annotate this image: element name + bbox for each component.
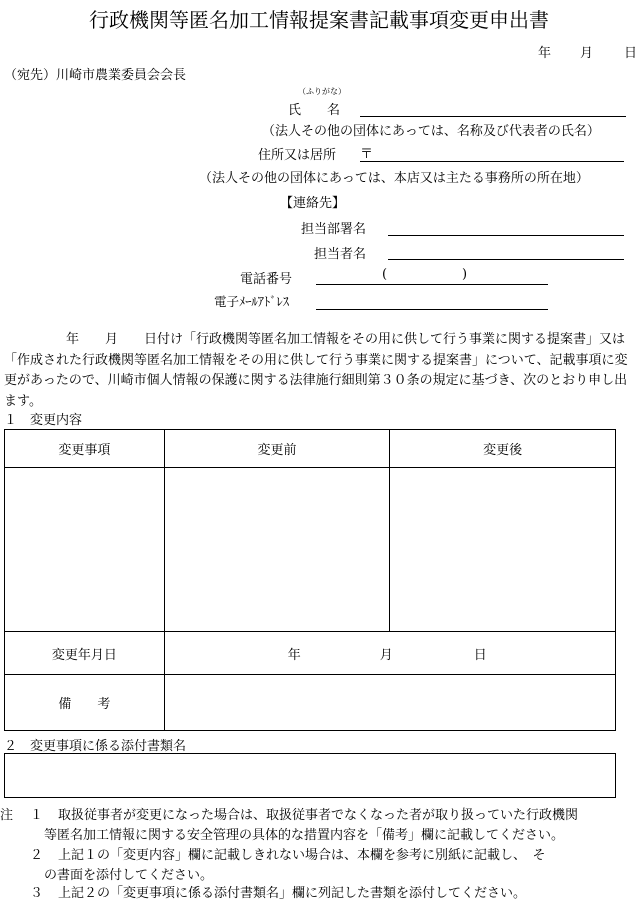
change-date-day: 日: [473, 647, 487, 663]
postal-mark: 〒: [360, 147, 374, 162]
furigana-label: （ふりがな）: [298, 87, 346, 96]
remarks-cell[interactable]: [164, 675, 615, 731]
date-day: 日: [624, 46, 638, 61]
header-after: 変更後: [390, 430, 616, 468]
address-label: 住所又は居所: [258, 148, 337, 163]
page-title: 行政機関等匿名加工情報提案書記載事項変更申出書: [89, 8, 549, 32]
address-note: （法人その他の団体にあっては、本店又は主たる事務所の所在地）: [199, 171, 589, 186]
name-label: 氏 名: [288, 103, 341, 118]
email-field[interactable]: [316, 309, 548, 310]
attachment-names-field[interactable]: [4, 753, 616, 798]
change-item-cell[interactable]: [5, 468, 165, 632]
change-date-cell[interactable]: [164, 632, 615, 675]
change-table: [4, 429, 616, 731]
department-label: 担当部署名: [301, 222, 367, 237]
note-1-line2: 等匿名加工情報に関する安全管理の具体的な措置内容を「備考」欄に記載してください。: [44, 828, 565, 843]
phone-paren-close: ): [462, 267, 468, 282]
person-field[interactable]: [388, 259, 624, 260]
department-field[interactable]: [388, 235, 624, 236]
note-2-line1: 上記１の「変更内容」欄に記載しきれない場合は、本欄を参考に別紙に記載し、 そ: [58, 848, 546, 863]
request-body-text: 年 月 日付け「行政機関等匿名加工情報をその用に供して行う事業に関する提案書」又は「作成された行政機関等匿名加工情報をその用に供して行う事業に関する提案書」について、記載事項に変更があったので、川崎市個人情報の保護に関する法律施行細則第３０条の規定に基づき、次のとおり申し出ます。: [4, 332, 628, 409]
remarks-label: 備 考: [5, 675, 165, 731]
note-2-line2: の書面を添付してください。: [44, 868, 214, 883]
name-field[interactable]: [360, 116, 626, 117]
change-date-month: 月: [379, 647, 393, 663]
date-year: 年: [538, 46, 552, 61]
section2-heading: ２ 変更事項に係る添付書類名: [4, 739, 187, 754]
phone-field[interactable]: [316, 284, 548, 285]
phone-paren-open: (: [382, 267, 388, 282]
addressee: （宛先）川崎市農業委員会会長: [4, 68, 187, 83]
header-before: 変更前: [164, 430, 390, 468]
note-1-num: １: [30, 808, 44, 823]
change-date-label: 変更年月日: [5, 632, 165, 675]
note-1-line1: 取扱従事者が変更になった場合は、取扱従事者でなくなった者が取り扱っていた行政機関: [58, 808, 579, 823]
section1-heading: １ 変更内容: [4, 413, 83, 428]
before-cell[interactable]: [164, 468, 390, 632]
header-change-item: 変更事項: [5, 430, 165, 468]
address-field[interactable]: [360, 161, 624, 162]
person-label: 担当者名: [314, 247, 367, 262]
email-label: 電子ﾒｰﾙｱﾄﾞﾚｽ: [214, 294, 290, 309]
after-cell[interactable]: [390, 468, 616, 632]
note-3-line1: 上記２の「変更事項に係る添付書類名」欄に列記した書類を添付してください。: [58, 886, 527, 901]
date-month: 月: [580, 46, 594, 61]
change-date-year: 年: [287, 647, 301, 663]
name-note: （法人その他の団体にあっては、名称及び代表者の氏名）: [262, 124, 600, 139]
notes-prefix: 注: [0, 808, 14, 823]
phone-label: 電話番号: [240, 272, 293, 287]
note-2-num: ２: [30, 848, 44, 863]
note-3-num: ３: [30, 886, 44, 901]
contact-heading: 【連絡先】: [280, 196, 346, 211]
